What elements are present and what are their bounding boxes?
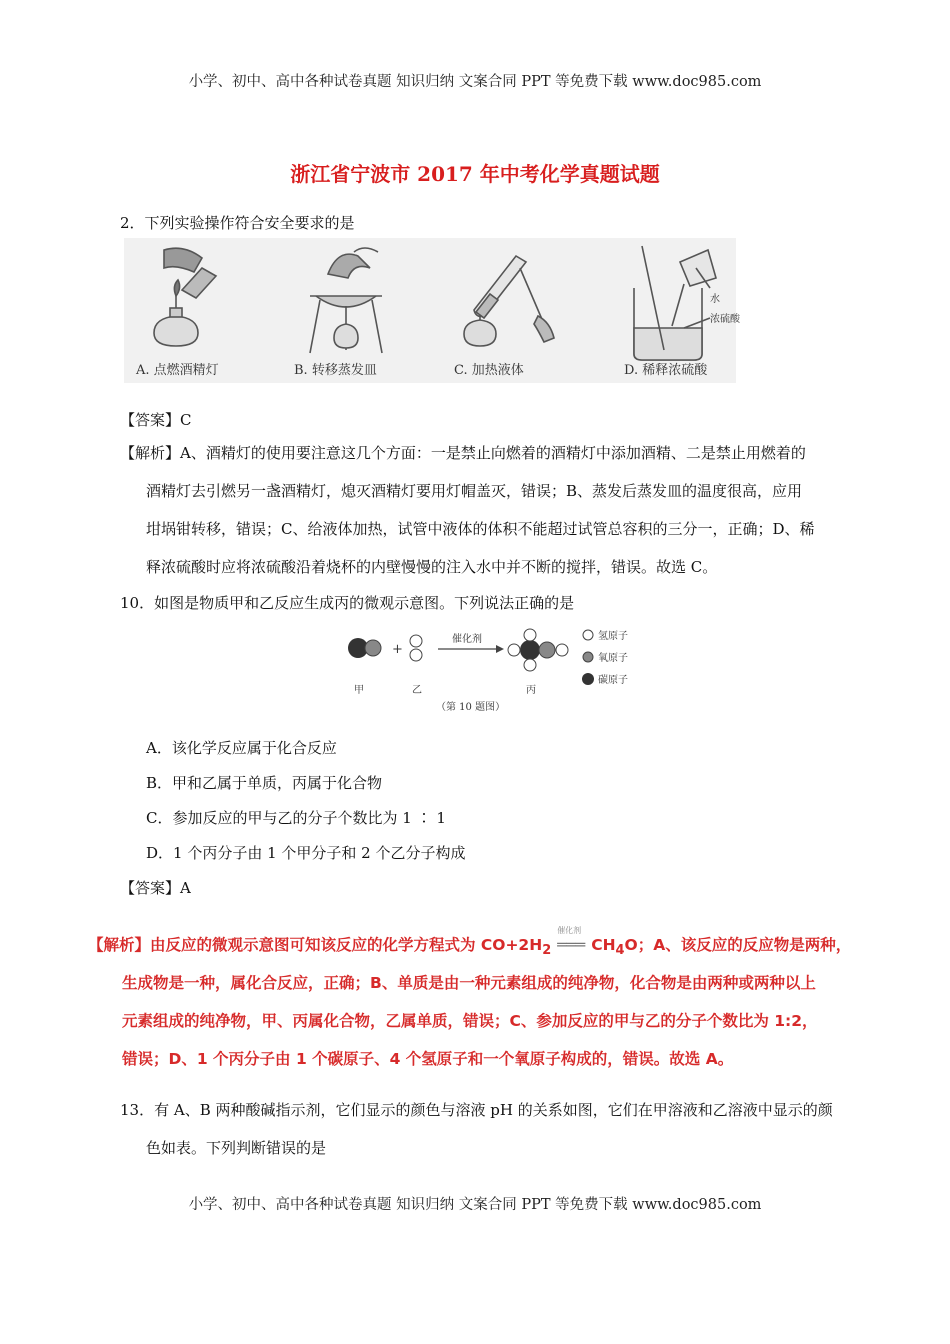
q10-option-b: B．甲和乙属于单质，丙属于化合物 <box>146 774 383 792</box>
caption-c: C. 加热液体 <box>454 363 524 378</box>
legend-carbon-icon <box>582 673 594 685</box>
q10-analysis-product: CH <box>591 936 616 954</box>
legend-carbon: 碳原子 <box>598 675 628 686</box>
label-acid: 浓硫酸 <box>710 314 740 325</box>
legend-oxygen: 氧原子 <box>598 653 628 664</box>
label-water: 水 <box>710 294 720 305</box>
q2-analysis-line3: 坩埚钳转移，错误；C、给液体加热，试管中液体的体积不能超过试管总容积的三分一，正确；D、稀 <box>146 520 815 538</box>
page-footer: 小学、初中、高中各种试卷真题 知识归纳 文案合同 PPT 等免费下载 www.doc985.com <box>188 1197 762 1213</box>
caption-a: A. 点燃酒精灯 <box>136 363 219 378</box>
subscript-4: 4 <box>615 943 625 959</box>
q10-option-a: A．该化学反应属于化合反应 <box>146 739 337 757</box>
q10-answer: 【答案】A <box>120 879 191 897</box>
label-yi: 乙 <box>412 685 422 696</box>
legend-hydrogen: 氢原子 <box>598 631 628 642</box>
figure-caption: （第 10 题图） <box>436 702 506 713</box>
q13-question-line1: 13．有 A、B 两种酸碱指示剂，它们显示的颜色与溶液 pH 的关系如图，它们在甲溶液和乙溶液中显示的颜 <box>120 1101 833 1119</box>
page-title: 浙江省宁波市 2017 年中考化学真题试题 <box>290 162 660 186</box>
equation-catalyst: 催化剂 <box>557 926 582 935</box>
hydrogen-atom-yi-2 <box>410 649 422 661</box>
label-jia: 甲 <box>354 685 364 696</box>
q10-analysis-line4: 错误；D、1 个丙分子由 1 个碳原子、4 个氢原子和一个氧原子构成的，错误。故选 A。 <box>122 1050 734 1068</box>
q10-option-c: C．参加反应的甲与乙的分子个数比为 1 ∶ 1 <box>146 809 446 827</box>
legend-hydrogen-icon <box>583 630 593 640</box>
oxygen-atom-bing <box>539 642 555 658</box>
q13-question-line2: 色如表。下列判断错误的是 <box>146 1139 327 1157</box>
q10-analysis-tail: O；A、该反应的反应物是两种， <box>624 936 852 954</box>
label-bing: 丙 <box>526 685 536 696</box>
q10-option-d: D．1 个丙分子由 1 个甲分子和 2 个乙分子构成 <box>146 844 466 862</box>
q2-analysis-line4: 释浓硫酸时应将浓硫酸沿着烧杯的内壁慢慢的注入水中并不断的搅拌，错误。故选 C。 <box>146 558 718 576</box>
q2-analysis-line2: 酒精灯去引燃另一盏酒精灯，熄灭酒精灯要用灯帽盖灭，错误；B、蒸发后蒸发皿的温度很高，应用 <box>146 482 803 500</box>
q2-answer: 【答案】C <box>120 411 192 429</box>
plus-sign: + <box>392 642 403 657</box>
q2-question: 2．下列实验操作符合安全要求的是 <box>120 214 355 232</box>
q2-lab-figure <box>124 238 740 383</box>
q10-question: 10．如图是物质甲和乙反应生成丙的微观示意图。下列说法正确的是 <box>120 594 575 612</box>
catalyst-label: 催化剂 <box>452 634 482 645</box>
hydrogen-atom-yi-1 <box>410 635 422 647</box>
legend-oxygen-icon <box>583 652 593 662</box>
caption-d: D. 稀释浓硫酸 <box>624 363 708 378</box>
caption-b: B. 转移蒸发皿 <box>294 363 377 378</box>
page-header: 小学、初中、高中各种试卷真题 知识归纳 文案合同 PPT 等免费下载 www.doc985.com <box>188 74 762 90</box>
equation-sign: ═══ <box>557 936 586 954</box>
q10-analysis-line2: 生成物是一种，属化合反应，正确；B、单质是由一种元素组成的纯净物，化合物是由两种或两种以上 <box>122 974 816 992</box>
q10-analysis-line1 <box>88 926 852 959</box>
carbon-atom-bing <box>520 640 540 660</box>
q10-analysis-intro: 【解析】由反应的微观示意图可知该反应的化学方程式为 CO+2H <box>88 936 543 954</box>
subscript-2: 2 <box>542 943 552 959</box>
oxygen-atom-jia <box>365 640 381 656</box>
q10-analysis-line3: 元素组成的纯净物，甲、丙属化合物，乙属单质，错误；C、参加反应的甲与乙的分子个数比为 1:2， <box>122 1012 818 1030</box>
q10-reaction-diagram <box>340 628 650 716</box>
q2-analysis-line1: 【解析】A、酒精灯的使用要注意这几个方面：一是禁止向燃着的酒精灯中添加酒精、二是禁止用燃着的 <box>120 444 806 462</box>
